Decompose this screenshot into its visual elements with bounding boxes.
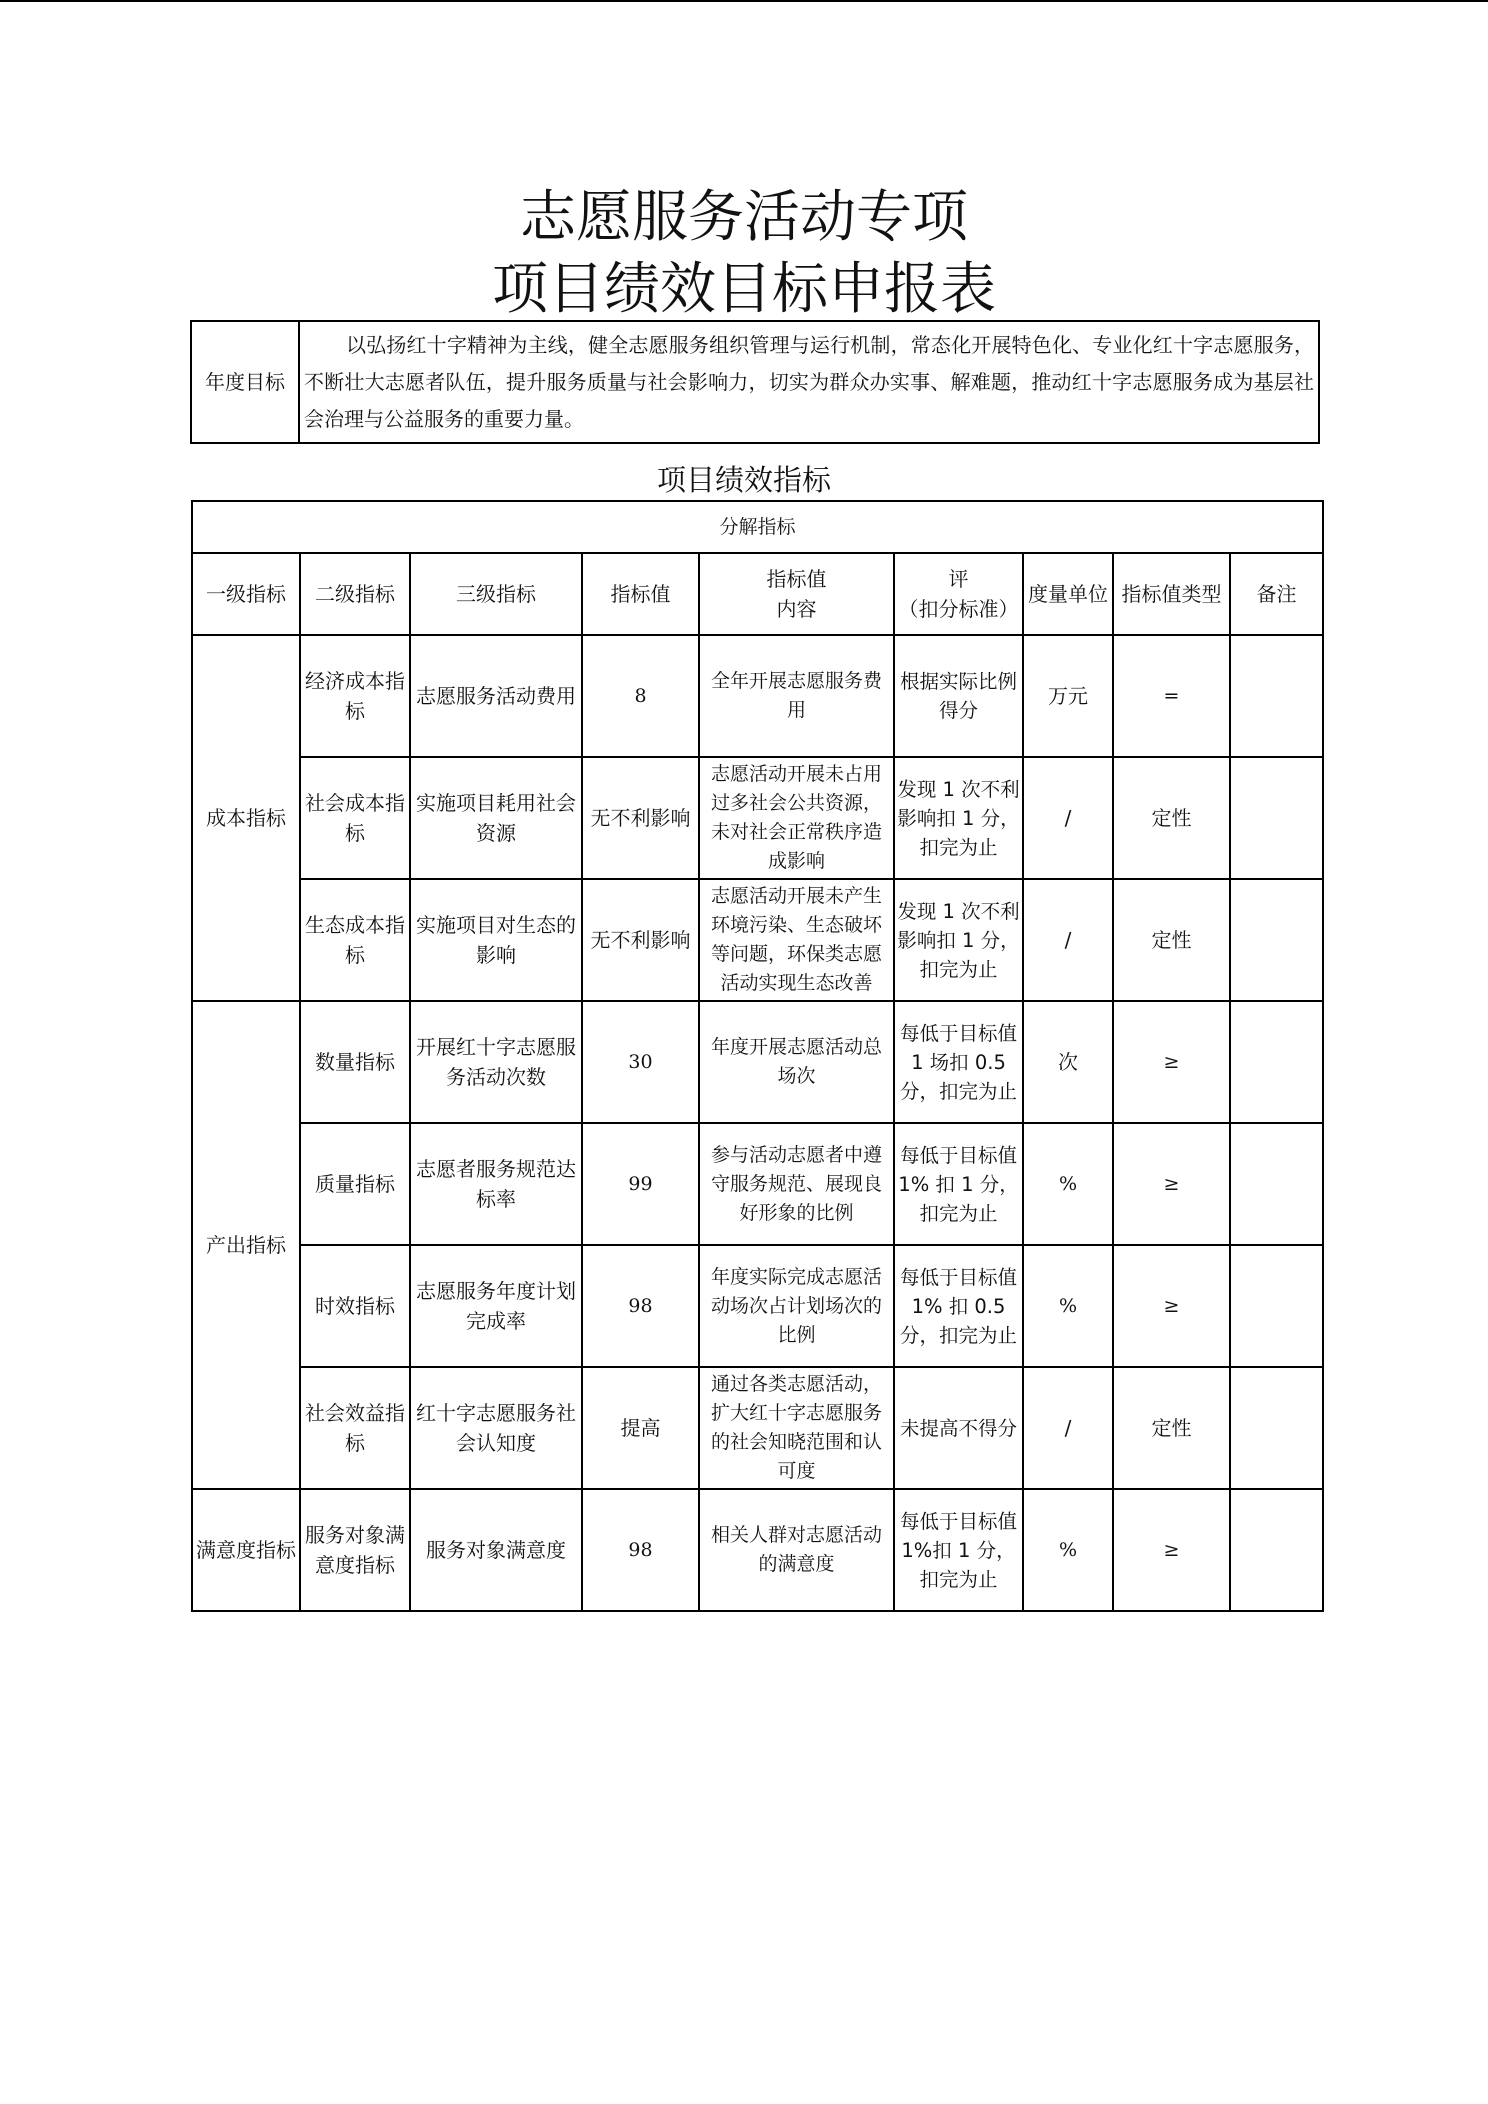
criteria-cell: 每低于目标值 1%扣 1 分，扣完为止 (894, 1489, 1023, 1611)
header-value: 指标值 (582, 553, 699, 635)
header-content-line2: 内容 (776, 597, 817, 621)
table-row (192, 1245, 1323, 1367)
content-cell: 年度实际完成志愿活动场次占计划场次的比例 (699, 1245, 894, 1367)
level3-cell: 志愿服务活动费用 (410, 635, 582, 757)
value-type-cell: = (1113, 635, 1230, 757)
remark-cell (1230, 1001, 1323, 1123)
value-cell: 无不利影响 (582, 879, 699, 1001)
annual-goal-table (190, 320, 1320, 444)
level3-cell: 服务对象满意度 (410, 1489, 582, 1611)
content-cell: 相关人群对志愿活动的满意度 (699, 1489, 894, 1611)
unit-cell: 次 (1023, 1001, 1113, 1123)
content-cell: 志愿活动开展未占用过多社会公共资源，未对社会正常秩序造成影响 (699, 757, 894, 879)
table-row (192, 1367, 1323, 1489)
criteria-cell: 每低于目标值 1% 扣 0.5 分，扣完为止 (894, 1245, 1023, 1367)
value-type-cell: 定性 (1113, 1367, 1230, 1489)
value-type-cell: 定性 (1113, 879, 1230, 1001)
value-type-cell: ≥ (1113, 1001, 1230, 1123)
criteria-cell: 未提高不得分 (894, 1367, 1023, 1489)
level1-cell: 满意度指标 (192, 1489, 300, 1611)
header-level1: 一级指标 (192, 553, 300, 635)
header-content (699, 553, 894, 635)
value-cell: 8 (582, 635, 699, 757)
header-unit: 度量单位 (1023, 553, 1113, 635)
value-cell: 30 (582, 1001, 699, 1123)
annual-goal-label: 年度目标 (191, 321, 299, 443)
unit-cell: % (1023, 1123, 1113, 1245)
level1-cell: 产出指标 (192, 1001, 300, 1489)
level2-cell: 时效指标 (300, 1245, 410, 1367)
level2-cell: 数量指标 (300, 1001, 410, 1123)
annual-goal-text: 以弘扬红十字精神为主线，健全志愿服务组织管理与运行机制，常态化开展特色化、专业化红十字志愿服务，不断壮大志愿者队伍，提升服务质量与社会影响力，切实为群众办实事、解难题，推动红十字志愿服务成为基层社会治理与公益服务的重要力量。 (299, 321, 1319, 443)
value-cell: 98 (582, 1489, 699, 1611)
value-cell: 无不利影响 (582, 757, 699, 879)
level2-cell: 生态成本指标 (300, 879, 410, 1001)
content-cell: 全年开展志愿服务费用 (699, 635, 894, 757)
unit-cell: 万元 (1023, 635, 1113, 757)
value-type-cell: 定性 (1113, 757, 1230, 879)
level3-cell: 志愿服务年度计划完成率 (410, 1245, 582, 1367)
header-value-type: 指标值类型 (1113, 553, 1230, 635)
remark-cell (1230, 1123, 1323, 1245)
content-cell: 通过各类志愿活动，扩大红十字志愿服务的社会知晓范围和认可度 (699, 1367, 894, 1489)
unit-cell: % (1023, 1245, 1113, 1367)
value-type-cell: ≥ (1113, 1489, 1230, 1611)
unit-cell: % (1023, 1489, 1113, 1611)
group-header: 分解指标 (192, 501, 1323, 553)
criteria-cell: 发现 1 次不利影响扣 1 分，扣完为止 (894, 757, 1023, 879)
value-cell: 98 (582, 1245, 699, 1367)
remark-cell (1230, 879, 1323, 1001)
level3-cell: 红十字志愿服务社会认知度 (410, 1367, 582, 1489)
indicators-title: 项目绩效指标 (656, 463, 831, 497)
content-cell: 志愿活动开展未产生环境污染、生态破坏等问题，环保类志愿活动实现生态改善 (699, 879, 894, 1001)
table-row (192, 1001, 1323, 1123)
header-content-line1: 指标值 (766, 567, 827, 591)
criteria-cell: 根据实际比例得分 (894, 635, 1023, 757)
table-row (192, 1489, 1323, 1611)
remark-cell (1230, 1245, 1323, 1367)
criteria-cell: 每低于目标值 1% 扣 1 分，扣完为止 (894, 1123, 1023, 1245)
level3-cell: 实施项目对生态的影响 (410, 879, 582, 1001)
level2-cell: 质量指标 (300, 1123, 410, 1245)
header-criteria-line2: （扣分标准） (898, 597, 1019, 621)
table-row (192, 879, 1323, 1001)
remark-cell (1230, 1489, 1323, 1611)
performance-indicators-table (191, 500, 1324, 1612)
value-cell: 提高 (582, 1367, 699, 1489)
top-border-line (0, 0, 1488, 2)
value-type-cell: ≥ (1113, 1245, 1230, 1367)
content-cell: 参与活动志愿者中遵守服务规范、展现良好形象的比例 (699, 1123, 894, 1245)
table-row (192, 1123, 1323, 1245)
remark-cell (1230, 757, 1323, 879)
remark-cell (1230, 635, 1323, 757)
criteria-cell: 发现 1 次不利影响扣 1 分，扣完为止 (894, 879, 1023, 1001)
header-level2: 二级指标 (300, 553, 410, 635)
unit-cell: / (1023, 757, 1113, 879)
level2-cell: 社会效益指标 (300, 1367, 410, 1489)
level3-cell: 实施项目耗用社会资源 (410, 757, 582, 879)
level3-cell: 开展红十字志愿服务活动次数 (410, 1001, 582, 1123)
header-remark: 备注 (1230, 553, 1323, 635)
document-title-line2: 项目绩效目标申报表 (492, 257, 996, 322)
level2-cell: 服务对象满意度指标 (300, 1489, 410, 1611)
header-level3: 三级指标 (410, 553, 582, 635)
value-type-cell: ≥ (1113, 1123, 1230, 1245)
table-row (192, 757, 1323, 879)
unit-cell: / (1023, 1367, 1113, 1489)
unit-cell: / (1023, 879, 1113, 1001)
value-cell: 99 (582, 1123, 699, 1245)
criteria-cell: 每低于目标值 1 场扣 0.5 分，扣完为止 (894, 1001, 1023, 1123)
header-criteria (894, 553, 1023, 635)
table-row (192, 635, 1323, 757)
header-criteria-line1: 评 (948, 567, 969, 591)
content-cell: 年度开展志愿活动总场次 (699, 1001, 894, 1123)
remark-cell (1230, 1367, 1323, 1489)
level2-cell: 经济成本指标 (300, 635, 410, 757)
level1-cell: 成本指标 (192, 635, 300, 1001)
level2-cell: 社会成本指标 (300, 757, 410, 879)
document-title-line1: 志愿服务活动专项 (520, 185, 968, 250)
level3-cell: 志愿者服务规范达标率 (410, 1123, 582, 1245)
